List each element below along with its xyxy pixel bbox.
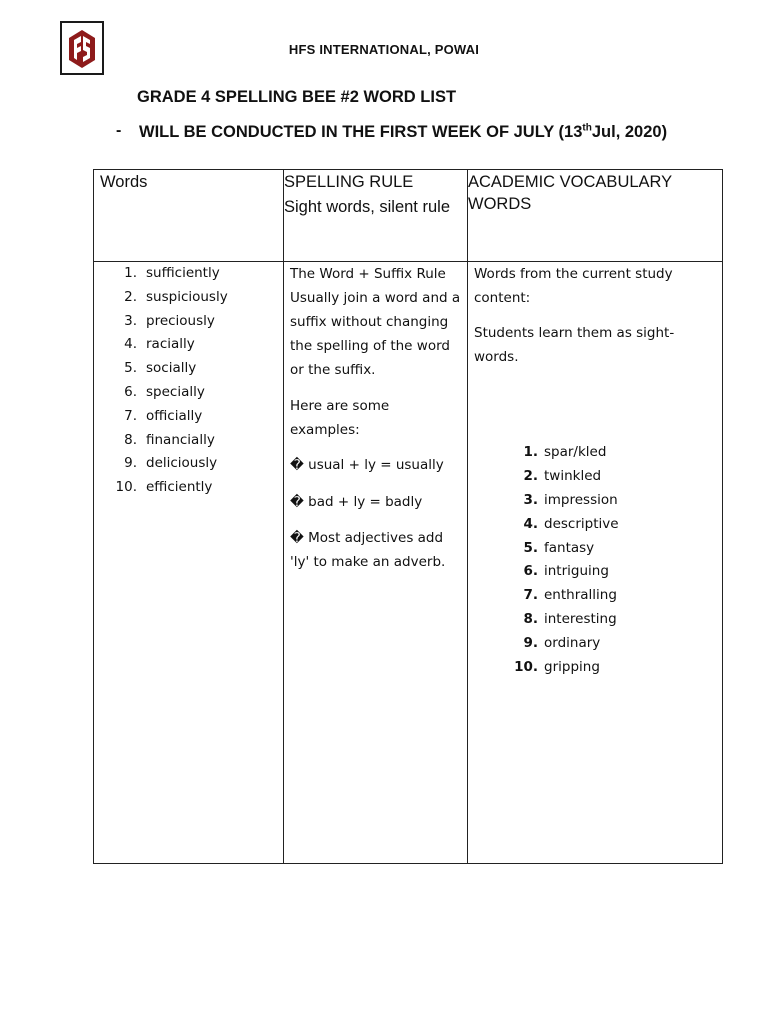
- vocab-item-word: intriguing: [544, 563, 609, 580]
- word-item: [94, 452, 283, 476]
- word-item: [94, 405, 283, 429]
- vocab-item-word: gripping: [544, 659, 600, 676]
- rule-example-1: � usual + ly = usually: [290, 457, 444, 473]
- word-item: [94, 381, 283, 405]
- vocab-item-number: 10.: [514, 659, 538, 676]
- rule-para2: Here are some examples:: [290, 398, 390, 438]
- academic-word-list: [468, 441, 722, 680]
- vocab-item-word: spar/kled: [544, 444, 607, 460]
- header-rule-sub: Sight words, silent rule: [284, 198, 450, 216]
- word-item-word: socially: [146, 360, 197, 377]
- word-item-word: efficiently: [146, 479, 213, 496]
- word-item-number: 6.: [124, 383, 137, 400]
- rule-para1: Usually join a word and a suffix without changing the spelling of the word or the suffix.: [290, 290, 461, 378]
- page-title: GRADE 4 SPELLING BEE #2 WORD LIST: [137, 88, 457, 106]
- header-rule-title: SPELLING RULE: [284, 173, 414, 191]
- vocab-item: [468, 632, 722, 656]
- word-item: [94, 286, 283, 310]
- word-item-number: 3.: [124, 312, 137, 329]
- word-item-number: 5.: [124, 360, 137, 377]
- word-item: [94, 262, 283, 286]
- words-list: [94, 262, 283, 500]
- word-item-number: 1.: [124, 265, 137, 281]
- vocab-item: [468, 513, 722, 537]
- vocab-item-number: 8.: [523, 611, 538, 628]
- vocab-item-number: 3.: [523, 491, 538, 508]
- vocab-item-word: ordinary: [544, 635, 601, 652]
- word-item-word: suspiciously: [146, 288, 228, 305]
- vocab-item-word: twinkled: [544, 467, 602, 484]
- header-academic-cell: [468, 170, 723, 262]
- word-item-number: 8.: [124, 431, 137, 448]
- header-words: Words: [100, 173, 148, 191]
- word-item: [94, 429, 283, 453]
- rule-example-2: � bad + ly = badly: [290, 494, 423, 510]
- table-body-row: [94, 262, 723, 864]
- words-cell: [94, 262, 284, 864]
- rule-cell: [284, 262, 468, 864]
- vocab-item: [468, 537, 722, 561]
- word-list-table: [93, 169, 723, 864]
- bullet-dash: -: [116, 122, 122, 139]
- vocab-item-word: descriptive: [544, 515, 619, 532]
- word-item-word: officially: [146, 407, 203, 424]
- conduct-superscript: th: [582, 122, 592, 134]
- header-words-cell: [94, 170, 284, 262]
- conduct-text: WILL BE CONDUCTED IN THE FIRST WEEK OF JULY (13: [139, 123, 583, 141]
- rule-heading: The Word + Suffix Rule: [290, 266, 446, 282]
- header-academic: ACADEMIC VOCABULARY WORDS: [468, 173, 672, 213]
- word-item-word: deliciously: [146, 455, 218, 472]
- word-item-number: 10.: [115, 479, 137, 496]
- vocab-item-number: 7.: [523, 587, 538, 604]
- vocab-item: [468, 584, 722, 608]
- vocab-item-number: 4.: [523, 515, 538, 532]
- vocab-item-word: interesting: [544, 611, 617, 628]
- word-item: [94, 357, 283, 381]
- conduct-note: [139, 120, 719, 144]
- vocab-item-word: impression: [544, 491, 618, 508]
- rule-example-3: � Most adjectives add 'ly' to make an adverb.: [290, 530, 446, 570]
- school-name: HFS INTERNATIONAL, POWAI: [288, 42, 480, 57]
- word-item-number: 4.: [124, 336, 137, 353]
- word-item-number: 9.: [124, 455, 137, 472]
- vocab-item-number: 2.: [523, 467, 538, 484]
- word-item-word: sufficiently: [146, 265, 220, 281]
- vocab-item: [468, 489, 722, 513]
- conduct-text-end: Jul, 2020): [591, 123, 668, 141]
- word-item-number: 2.: [124, 288, 137, 305]
- vocab-item: [468, 441, 722, 465]
- word-item-word: financially: [146, 431, 215, 448]
- vocab-item-number: 6.: [523, 563, 538, 580]
- word-item: [94, 476, 283, 500]
- word-item-word: preciously: [146, 312, 215, 329]
- vocab-item-word: fantasy: [544, 539, 595, 556]
- word-item: [94, 333, 283, 357]
- table-header-row: [94, 170, 723, 262]
- vocab-item-number: 9.: [523, 635, 538, 652]
- academic-intro-1: Words from the current study content:: [474, 266, 673, 306]
- academic-intro-2: Students learn them as sight-words.: [474, 325, 675, 365]
- header-rule-cell: [284, 170, 468, 262]
- vocab-item: [468, 656, 722, 680]
- vocab-item-number: 5.: [523, 539, 538, 556]
- word-item-word: specially: [146, 383, 205, 400]
- vocab-item-number: 1.: [523, 444, 538, 460]
- word-item: [94, 310, 283, 334]
- vocab-item: [468, 465, 722, 489]
- vocab-item: [468, 608, 722, 632]
- vocab-item-word: enthralling: [544, 587, 617, 604]
- word-item-number: 7.: [124, 407, 137, 424]
- academic-cell: [468, 262, 723, 864]
- word-item-word: racially: [146, 336, 195, 353]
- vocab-item: [468, 560, 722, 584]
